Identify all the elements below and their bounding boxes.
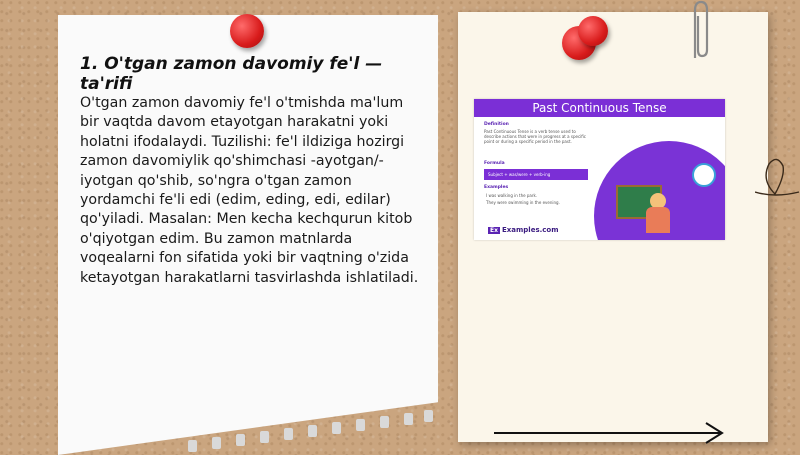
perforation-hole xyxy=(284,428,293,440)
example-item: They were swimming in the evening. xyxy=(486,200,560,205)
logo-text: Examples.com xyxy=(501,226,559,234)
paperclip-icon xyxy=(686,0,716,62)
definition-paragraph: O'tgan zamon davomiy fe'l o'tmishda ma'lum bir vaqtda davom etayotgan harakatni yoki holatni ifodalaydi. Tuzilishi: fe'l ildiziga hozirgi zamon davomiylik qo'shimchasi -ayotgan/-iyotgan qo'shib, so'ngra o'tgan zamon yordamchi fe'li edi (edim, eding, edi, edilar) qo'yiladi. Masalan: Men kecha kechqurun kitob o'qiyotgan edim. Bu zamon matnlarda voqealarni fon sifatida yoki bir vaqtning o'zida ketayotgan harakatlarni tasvirlashda ishlatiladi. xyxy=(80,95,419,286)
past-continuous-infographic xyxy=(474,99,725,240)
formula-label: Formula xyxy=(484,161,505,166)
clock-icon xyxy=(692,163,716,187)
perforation-hole xyxy=(404,413,413,425)
infographic-title: Past Continuous Tense xyxy=(474,99,725,117)
examples-label: Examples xyxy=(484,185,509,190)
student-illustration-body xyxy=(646,207,670,233)
arrow-right-icon xyxy=(494,420,726,446)
perforation-hole xyxy=(332,422,341,434)
definition-text: Past Continuous Tense is a verb tense used to describe actions that were in progress at a specific point or during a specific period in the past. xyxy=(484,129,586,144)
pushpin-icon xyxy=(230,14,264,48)
perforation-hole xyxy=(424,410,433,422)
perforation-hole xyxy=(380,416,389,428)
perforation-hole xyxy=(236,434,245,446)
formula-bar: Subject + was/were + verb-ing xyxy=(484,169,588,180)
logo-mark: Ex xyxy=(490,227,498,234)
string-decoration xyxy=(755,150,800,210)
examples-logo xyxy=(488,226,559,234)
section-heading: 1. O'tgan zamon davomiy fe'l — ta'rifi xyxy=(80,54,383,94)
pushpin-icon xyxy=(578,16,608,46)
perforation-hole xyxy=(188,440,197,452)
example-item: I was walking in the park. xyxy=(486,193,538,198)
definition-label: Definition xyxy=(484,122,509,127)
perforation-hole xyxy=(212,437,221,449)
perforation-hole xyxy=(356,419,365,431)
perforation-hole xyxy=(260,431,269,443)
perforation-hole xyxy=(308,425,317,437)
